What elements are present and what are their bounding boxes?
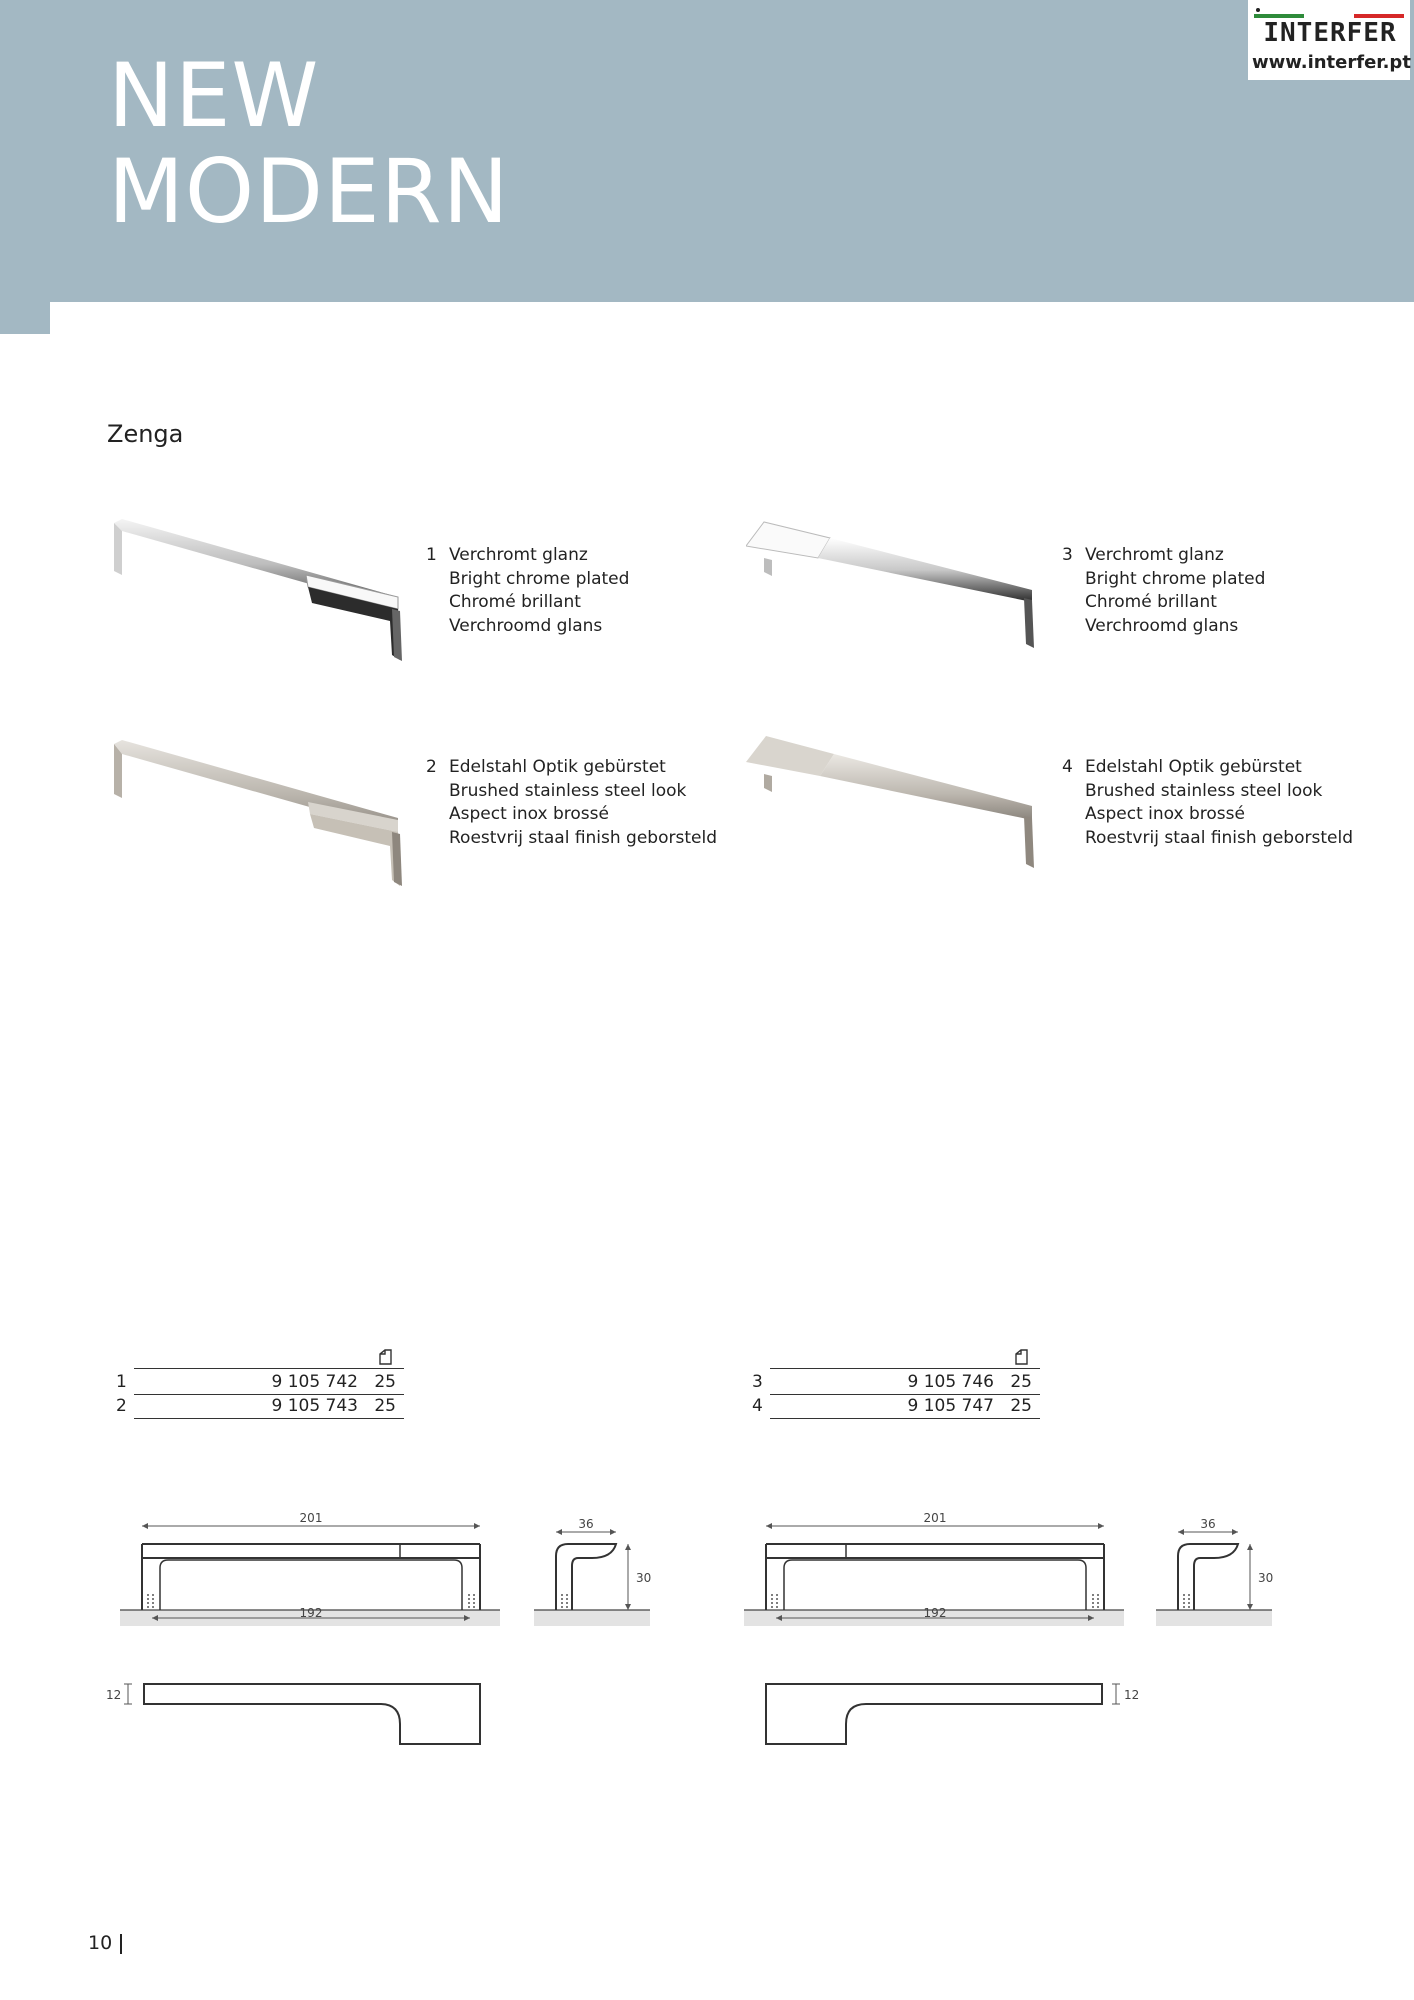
- finish-line: Chromé brillant: [449, 592, 581, 612]
- side-view-drawing: [1154, 1516, 1274, 1630]
- finish-line: Verchroomd glans: [449, 615, 603, 636]
- finish-line: Verchroomd glans: [1085, 615, 1239, 636]
- order-row-number: 2: [116, 1396, 127, 1416]
- dimension-length: 201: [299, 1511, 323, 1525]
- order-row: [752, 1396, 1040, 1420]
- order-row-number: 1: [116, 1372, 127, 1392]
- logo-stripes: [1254, 8, 1404, 18]
- top-view-drawing: [762, 1678, 1142, 1758]
- pack-quantity: 25: [374, 1396, 396, 1416]
- dimension-length: 201: [923, 1511, 947, 1525]
- order-row: [752, 1372, 1040, 1396]
- finish-line: Verchromt glanz: [449, 545, 588, 565]
- dimension-depth: 36: [1200, 1517, 1216, 1531]
- finish-number: 4: [1062, 757, 1073, 777]
- header-tab: [0, 302, 50, 334]
- dimension-hole-spacing: 192: [923, 1606, 947, 1620]
- interfer-logo: [1248, 0, 1410, 80]
- order-table: [752, 1344, 1040, 1424]
- article-code: 9 105 742: [271, 1372, 358, 1392]
- finish-line: Roestvrij staal finish geborsteld: [449, 827, 717, 848]
- finish-line: Edelstahl Optik gebürstet: [449, 757, 666, 777]
- order-table: [116, 1344, 404, 1424]
- article-code: 9 105 747: [907, 1396, 994, 1416]
- pack-quantity: 25: [374, 1372, 396, 1392]
- header-notch: [50, 302, 1414, 334]
- logo-name: INTERFER: [1263, 18, 1397, 48]
- handle-image-brushed-4: [746, 730, 1046, 875]
- order-row-number: 3: [752, 1372, 763, 1392]
- pack-quantity: 25: [1010, 1396, 1032, 1416]
- order-row-number: 4: [752, 1396, 763, 1416]
- order-row: [116, 1372, 404, 1396]
- product-name: Zenga: [107, 420, 184, 448]
- finish-line: Chromé brillant: [1085, 592, 1217, 612]
- page-title: [108, 44, 510, 243]
- finish-line: Edelstahl Optik gebürstet: [1085, 757, 1302, 777]
- package-icon: [1014, 1348, 1030, 1366]
- handle-image-chrome-3: [746, 518, 1046, 658]
- finish-line: Bright chrome plated: [1085, 568, 1266, 589]
- order-row: [116, 1396, 404, 1420]
- dimension-width: 12: [1124, 1688, 1140, 1702]
- front-view-drawing: [120, 1510, 510, 1630]
- finish-line: Aspect inox brossé: [1085, 804, 1245, 824]
- dimension-height: 30: [1258, 1571, 1274, 1585]
- package-icon: [378, 1348, 394, 1366]
- dimension-depth: 36: [578, 1517, 594, 1531]
- title-line-2: MODERN: [108, 140, 510, 243]
- handle-image-brushed-2: [108, 728, 408, 893]
- finish-line: Brushed stainless steel look: [1085, 780, 1323, 801]
- finish-number: 2: [426, 757, 437, 777]
- dimension-hole-spacing: 192: [299, 1606, 323, 1620]
- finish-line: Verchromt glanz: [1085, 545, 1224, 565]
- side-view-drawing: [532, 1516, 652, 1630]
- finish-number: 3: [1062, 545, 1073, 565]
- page-number-divider: [120, 1934, 122, 1954]
- finish-number: 1: [426, 545, 437, 565]
- title-line-1: NEW: [108, 44, 320, 147]
- finish-line: Brushed stainless steel look: [449, 780, 687, 801]
- dimension-height: 30: [636, 1571, 652, 1585]
- finish-line: Aspect inox brossé: [449, 804, 609, 824]
- page-number: 10: [88, 1932, 113, 1954]
- dimension-width: 12: [106, 1688, 122, 1702]
- logo-url: www.interfer.pt: [1252, 52, 1411, 73]
- finish-line: Roestvrij staal finish geborsteld: [1085, 827, 1353, 848]
- front-view-drawing: [744, 1510, 1134, 1630]
- article-code: 9 105 743: [271, 1396, 358, 1416]
- top-view-drawing: [104, 1678, 484, 1758]
- finish-line: Bright chrome plated: [449, 568, 630, 589]
- handle-image-chrome-1: [108, 505, 408, 665]
- pack-quantity: 25: [1010, 1372, 1032, 1392]
- article-code: 9 105 746: [907, 1372, 994, 1392]
